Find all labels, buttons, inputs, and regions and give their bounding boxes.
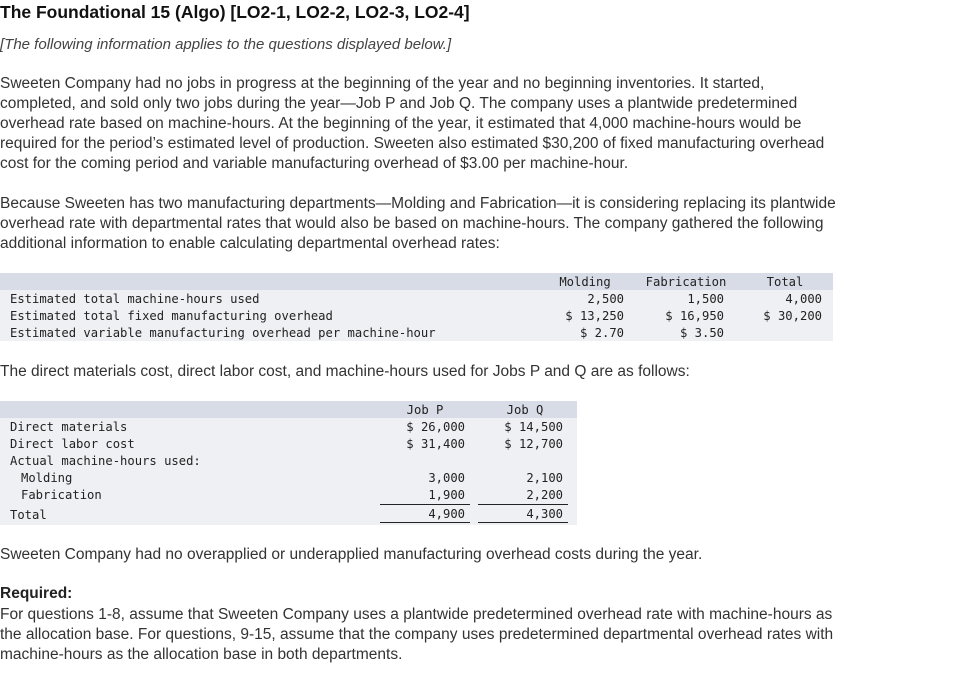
row-label: Fabrication bbox=[21, 488, 102, 502]
column-header-fabrication: Fabrication bbox=[645, 275, 727, 289]
intro-paragraph bbox=[0, 74, 960, 174]
cell-molding: 2,500 bbox=[587, 292, 624, 306]
row-label: Molding bbox=[21, 471, 73, 485]
cell-fabrication: $ 16,950 bbox=[665, 309, 724, 323]
cell-fabrication: 1,500 bbox=[687, 292, 724, 306]
required-line: machine-hours as the allocation base in both departments. bbox=[0, 646, 403, 663]
column-header-job-p: Job P bbox=[406, 403, 444, 417]
cell-job-p: 4,900 bbox=[428, 507, 465, 521]
department-overhead-table bbox=[0, 273, 833, 343]
cell-job-p: 3,000 bbox=[428, 471, 465, 485]
row-label: Direct labor cost bbox=[10, 437, 135, 451]
job-cost-table bbox=[0, 401, 577, 526]
cell-fabrication: $ 3.50 bbox=[679, 326, 724, 340]
column-header-total: Total bbox=[766, 275, 804, 289]
departments-line: overhead rate with departmental rates that would also be based on machine-hours. The company gathered the following bbox=[0, 215, 824, 232]
row-label: Actual machine-hours used: bbox=[10, 454, 201, 468]
cell-job-p: $ 26,000 bbox=[406, 420, 465, 434]
departments-line: Because Sweeten has two manufacturing departments—Molding and Fabrication—it is considering replacing its plantwide bbox=[0, 195, 836, 212]
cell-job-q: 2,200 bbox=[526, 488, 563, 502]
required-paragraph bbox=[0, 605, 960, 665]
column-header-job-q: Job Q bbox=[506, 403, 544, 417]
column-header-molding: Molding bbox=[559, 275, 611, 289]
total-rule bbox=[478, 522, 568, 523]
intro-line: Sweeten Company had no jobs in progress at the beginning of the year and no beginning inventories. It started, bbox=[0, 75, 765, 92]
departments-paragraph bbox=[0, 194, 960, 254]
required-line: For questions 1-8, assume that Sweeten Company uses a plantwide predetermined overhead rate with machine-hours as bbox=[0, 606, 833, 623]
row-label: Estimated variable manufacturing overhead per machine-hour bbox=[10, 326, 436, 340]
required-line: the allocation base. For questions, 9-15, assume that the company uses predetermined departmental overhead rates with bbox=[0, 626, 834, 643]
cell-job-q: 4,300 bbox=[526, 507, 563, 521]
required-heading: Required: bbox=[0, 585, 73, 602]
intro-line: completed, and sold only two jobs during the year—Job P and Job Q. The company uses a plantwide predetermined bbox=[0, 95, 798, 112]
cell-job-p: $ 31,400 bbox=[406, 437, 465, 451]
intro-line: cost for the coming period and variable manufacturing overhead of $3.00 per machine-hour. bbox=[0, 155, 629, 172]
cell-molding: $ 2.70 bbox=[579, 326, 624, 340]
cell-molding: $ 13,250 bbox=[565, 309, 624, 323]
intro-line: required for the period’s estimated level of production. Sweeten also estimated $30,200 of fixed manufacturing overhead bbox=[0, 135, 825, 152]
applies-note: [The following information applies to the questions displayed below.] bbox=[0, 36, 452, 53]
row-label: Direct materials bbox=[10, 420, 128, 434]
cell-job-q: 2,100 bbox=[526, 471, 563, 485]
cell-job-p: 1,900 bbox=[428, 488, 465, 502]
cell-job-q: $ 12,700 bbox=[504, 437, 563, 451]
total-rule bbox=[380, 522, 470, 523]
cell-job-q: $ 14,500 bbox=[504, 420, 563, 434]
intro-line: overhead rate based on machine-hours. At the beginning of the year, it estimated that 4,000 machine-hours would be bbox=[0, 115, 802, 132]
departments-line: additional information to enable calculating departmental overhead rates: bbox=[0, 235, 500, 252]
cell-total: 4,000 bbox=[785, 292, 822, 306]
jobs-intro-paragraph: The direct materials cost, direct labor cost, and machine-hours used for Jobs P and Q are as follows: bbox=[0, 363, 690, 380]
row-label: Estimated total fixed manufacturing overhead bbox=[10, 309, 333, 323]
subtotal-rule bbox=[380, 504, 470, 505]
page-title: The Foundational 15 (Algo) [LO2-1, LO2-2, LO2-3, LO2-4] bbox=[0, 2, 470, 22]
row-label: Estimated total machine-hours used bbox=[10, 292, 260, 306]
cell-total: $ 30,200 bbox=[763, 309, 822, 323]
row-label: Total bbox=[10, 508, 47, 522]
no-over-under-paragraph: Sweeten Company had no overapplied or underapplied manufacturing overhead costs during the year. bbox=[0, 546, 703, 563]
subtotal-rule bbox=[478, 504, 568, 505]
